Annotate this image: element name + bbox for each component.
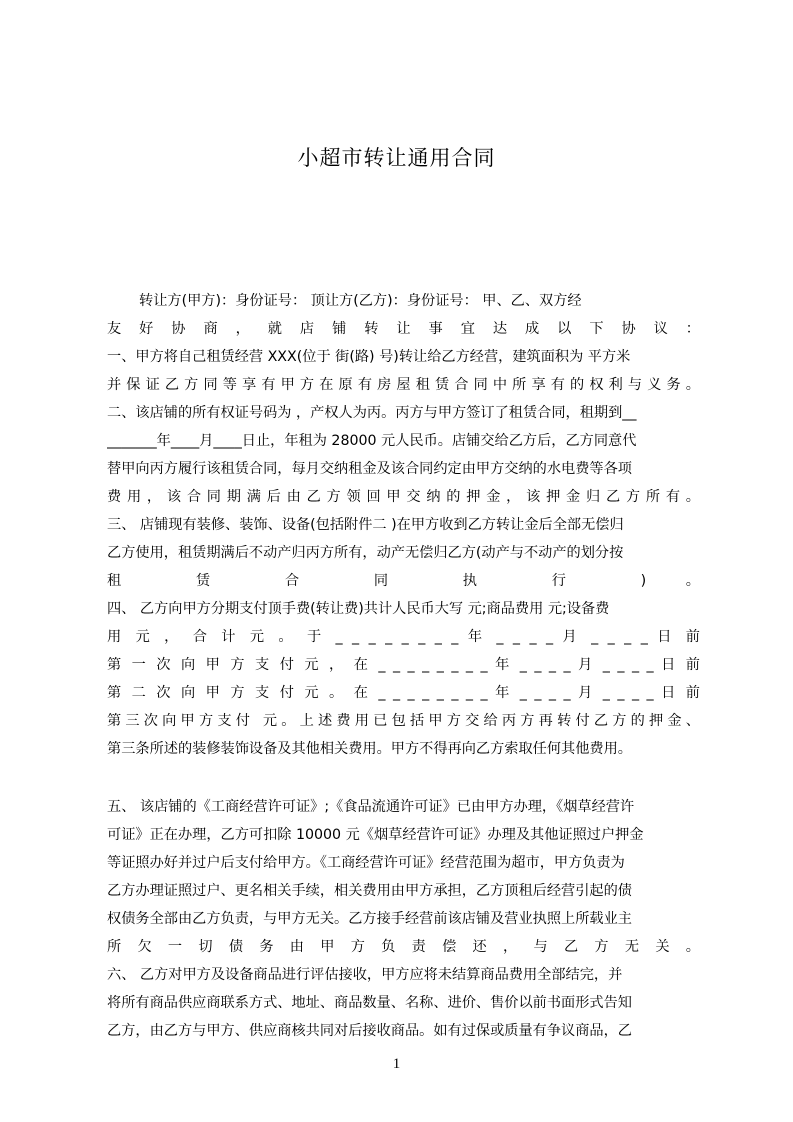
- text-line: 乙方，由乙方与甲方、供应商核共同对后接收商品。如有过保或质量有争议商品，乙: [107, 1023, 632, 1039]
- text-line: 第 二 次 向 甲 方 支 付 元 。 在 _ _ _ _ _ _ _ _ 年 _ _ _ _ 月 _ _ _ _ 日 前: [107, 685, 700, 701]
- text-line: 权债务全部由乙方负责，与甲方无关。乙方接手经营前该店铺及营业执照上所载业主: [107, 911, 632, 927]
- text-line: 第三条所述的装修装饰设备及其他相关费用。甲方不得再向乙方索取任何其他费用。: [107, 741, 632, 757]
- text-line: 四、 乙方向甲方分期支付顶手费(转让费)共计人民币大写 元;商品费用 元;设备费: [107, 601, 610, 617]
- document-title: 小超市转让通用合同: [297, 146, 496, 170]
- text-line: 友 好 协 商 ， 就 店 铺 转 让 事 宜 达 成 以 下 协 议 ：: [107, 321, 700, 337]
- text-line: 用 元 ， 合 计 元 。 于 _ _ _ _ _ _ _ _ 年 _ _ _ _ 月 _ _ _ _ 日 前: [107, 629, 700, 645]
- text-line: 替甲向丙方履行该租赁合同，每月交纳租金及该合同约定由甲方交纳的水电费等各项: [107, 461, 632, 477]
- contract-body: [107, 287, 700, 1045]
- text-line: _______年____月____日止，年租为 28000 元人民币。店铺交给乙方后，乙方同意代: [107, 433, 637, 449]
- text-line: 乙方使用，租赁期满后不动产归丙方所有，动产无偿归乙方(动产与不动产的划分按: [107, 545, 624, 561]
- text-line: 二、该店铺的所有权证号码为 ，产权人为丙。丙方与甲方签订了租赁合同，租期到__: [107, 405, 637, 421]
- text-line: 第 一 次 向 甲 方 支 付 元 ， 在 _ _ _ _ _ _ _ _ 年 _ _ _ _ 月 _ _ _ _ 日 前: [107, 657, 700, 673]
- text-line: 第三次向甲方支付 元。上述费用已包括甲方交给丙方再转付乙方的押金、: [107, 713, 700, 729]
- paragraph-gap: [107, 763, 700, 793]
- text-line: 五、 该店铺的《工商经营许可证》;《食品流通许可证》已由甲方办理，《烟草经营许: [107, 799, 635, 815]
- text-line: 一、甲方将自己租赁经营 XXX(位于 街(路) 号)转让给乙方经营，建筑面积为 平方米: [107, 349, 631, 365]
- text-line: 转让方(甲方)：身份证号： 顶让方(乙方)：身份证号： 甲、乙、双方经: [139, 293, 582, 309]
- text-line: 所 欠 一 切 债 务 由 甲 方 负 责 偿 还 ， 与 乙 方 无 关 。: [107, 939, 700, 955]
- text-line: 费用，该合同期满后由乙方领回甲交纳的押金，该押金归乙方所有。: [107, 489, 700, 505]
- text-line: 并保证乙方同等享有甲方在原有房屋租赁合同中所享有的权利与义务。: [107, 377, 700, 393]
- text-line: 将所有商品供应商联系方式、地址、商品数量、名称、进价、售价以前书面形式告知: [107, 995, 632, 1011]
- page-number: 1: [392, 1056, 401, 1072]
- text-line: 租 赁 合 同 执 行 ) 。: [107, 573, 700, 589]
- text-line: 三、 店铺现有装修、装饰、设备(包括附件二 )在甲方收到乙方转让金后全部无偿归: [107, 517, 624, 533]
- text-line: 乙方办理证照过户、更名相关手续，相关费用由甲方承担，乙方顶租后经营引起的债: [107, 883, 632, 899]
- text-line: 等证照办好并过户后支付给甲方。《工商经营许可证》经营范围为超市，甲方负责为: [107, 855, 625, 871]
- text-line: 六、 乙方对甲方及设备商品进行评估接收，甲方应将未结算商品费用全部结完，并: [107, 967, 623, 983]
- text-line: 可证》正在办理，乙方可扣除 10000 元《烟草经营许可证》办理及其他证照过户押金: [107, 827, 644, 843]
